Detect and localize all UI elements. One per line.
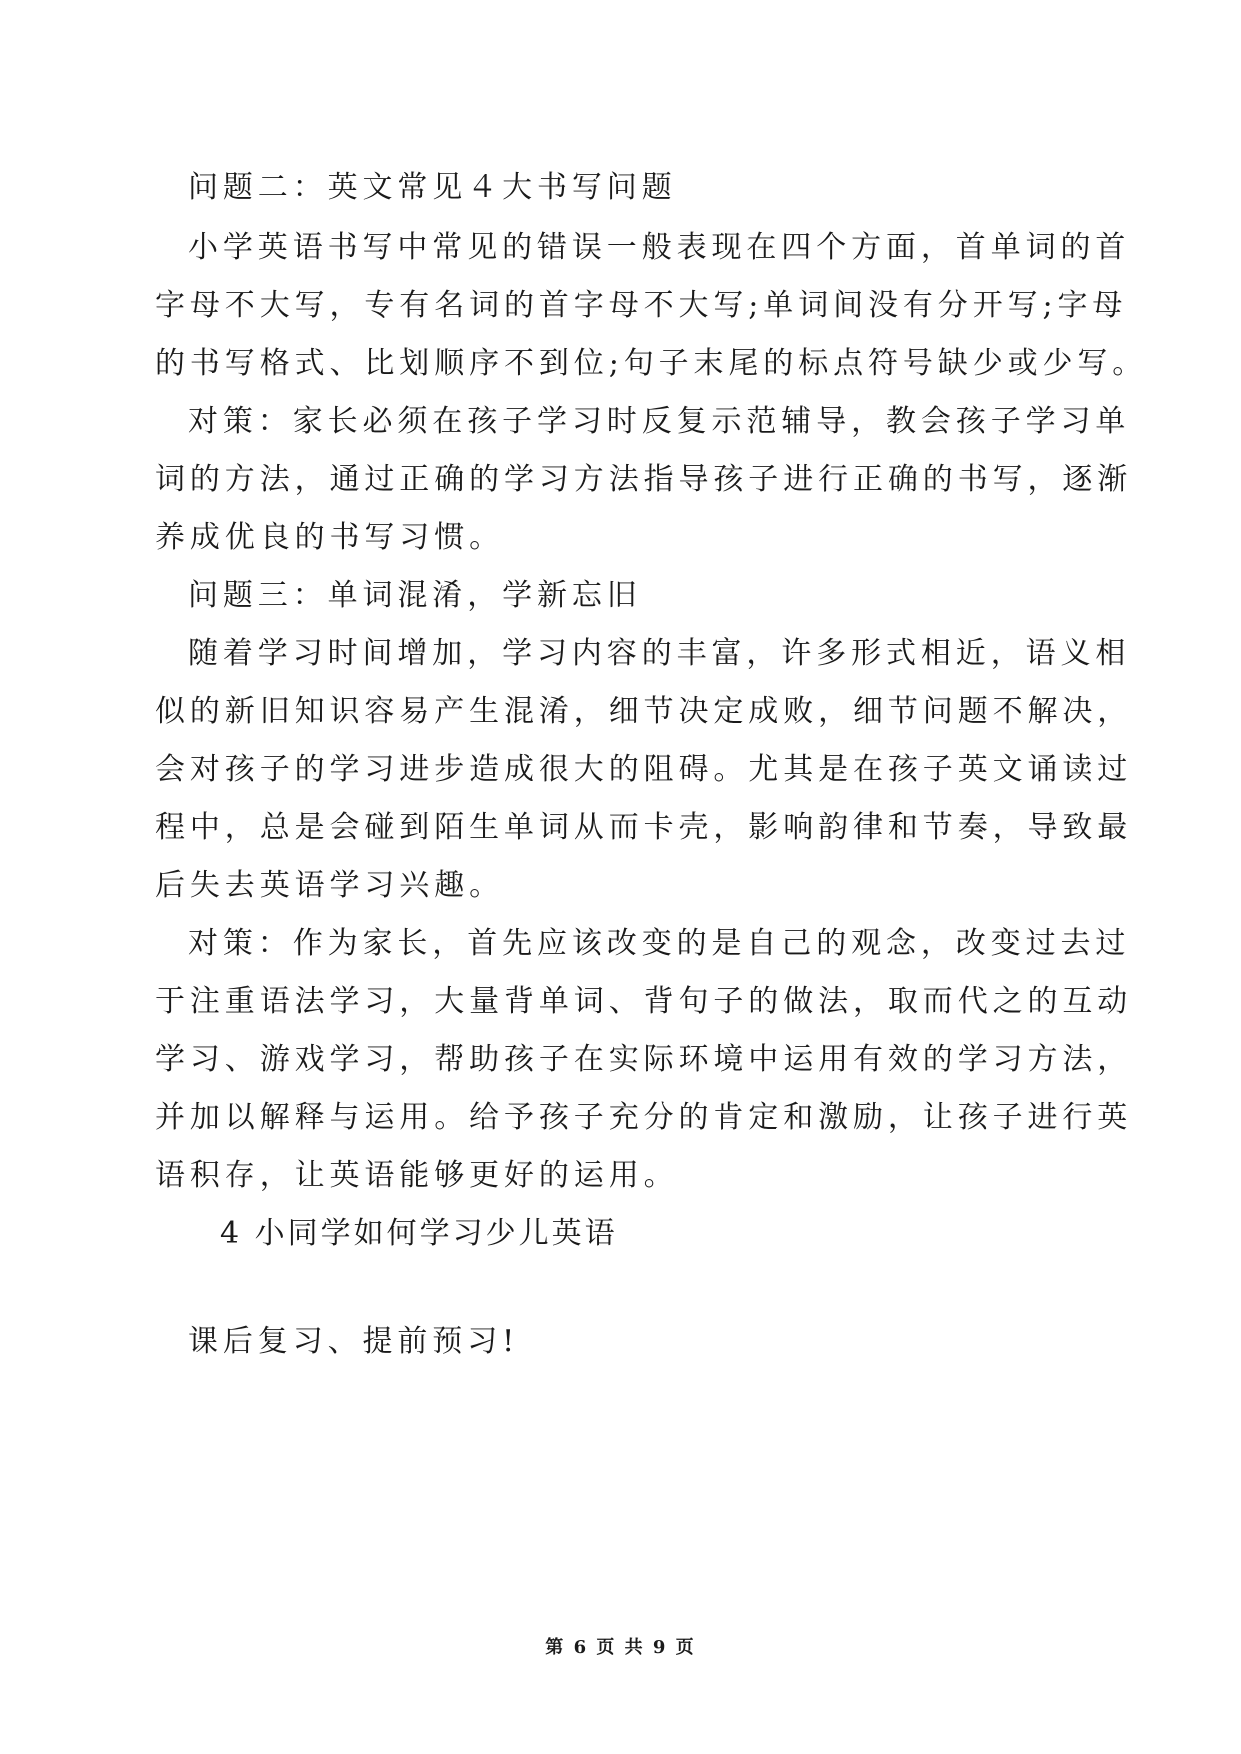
paragraph-line: 会对孩子的学习进步造成很大的阻碍。尤其是在孩子英文诵读过: [155, 752, 1133, 787]
paragraph-line: 字母不大写，专有名词的首字母不大写;单词间没有分开写;字母: [155, 288, 1128, 323]
paragraph-line: 语积存，让英语能够更好的运用。: [155, 1158, 679, 1193]
paragraph-line: 养成优良的书写习惯。: [155, 520, 504, 555]
paragraph-line: 词的方法，通过正确的学习方法指导孩子进行正确的书写，逐渐: [155, 462, 1133, 497]
heading-problem-two: 问题二：英文常见４大书写问题: [188, 170, 677, 205]
paragraph-line: 的书写格式、比划顺序不到位;句子末尾的标点符号缺少或少写。: [155, 346, 1148, 381]
paragraph-line: 对策：家长必须在孩子学习时反复示范辅导，教会孩子学习单: [188, 404, 1131, 439]
page-number-footer: 第 6 页 共 9 页: [545, 1637, 696, 1658]
paragraph-line: 课后复习、提前预习!: [188, 1324, 520, 1359]
paragraph-line: 于注重语法学习，大量背单词、背句子的做法，取而代之的互动: [155, 984, 1133, 1019]
paragraph-line: 对策：作为家长，首先应该改变的是自己的观念，改变过去过: [188, 926, 1131, 961]
paragraph-line: 程中，总是会碰到陌生单词从而卡壳，影响韵律和节奏，导致最: [155, 810, 1133, 845]
paragraph-line: 并加以解释与运用。给予孩子充分的肯定和激励，让孩子进行英: [155, 1100, 1133, 1135]
paragraph-line: 学习、游戏学习，帮助孩子在实际环境中运用有效的学习方法，: [155, 1042, 1133, 1077]
paragraph-line: 后失去英语学习兴趣。: [155, 868, 504, 903]
paragraph-line: 随着学习时间增加，学习内容的丰富，许多形式相近，语义相: [188, 636, 1131, 671]
section-heading: 4 小同学如何学习少儿英语: [220, 1216, 618, 1251]
heading-problem-three: 问题三：单词混淆，学新忘旧: [188, 578, 642, 613]
paragraph-line: 小学英语书写中常见的错误一般表现在四个方面，首单词的首: [188, 230, 1131, 265]
paragraph-line: 似的新旧知识容易产生混淆，细节决定成败，细节问题不解决，: [155, 694, 1133, 729]
